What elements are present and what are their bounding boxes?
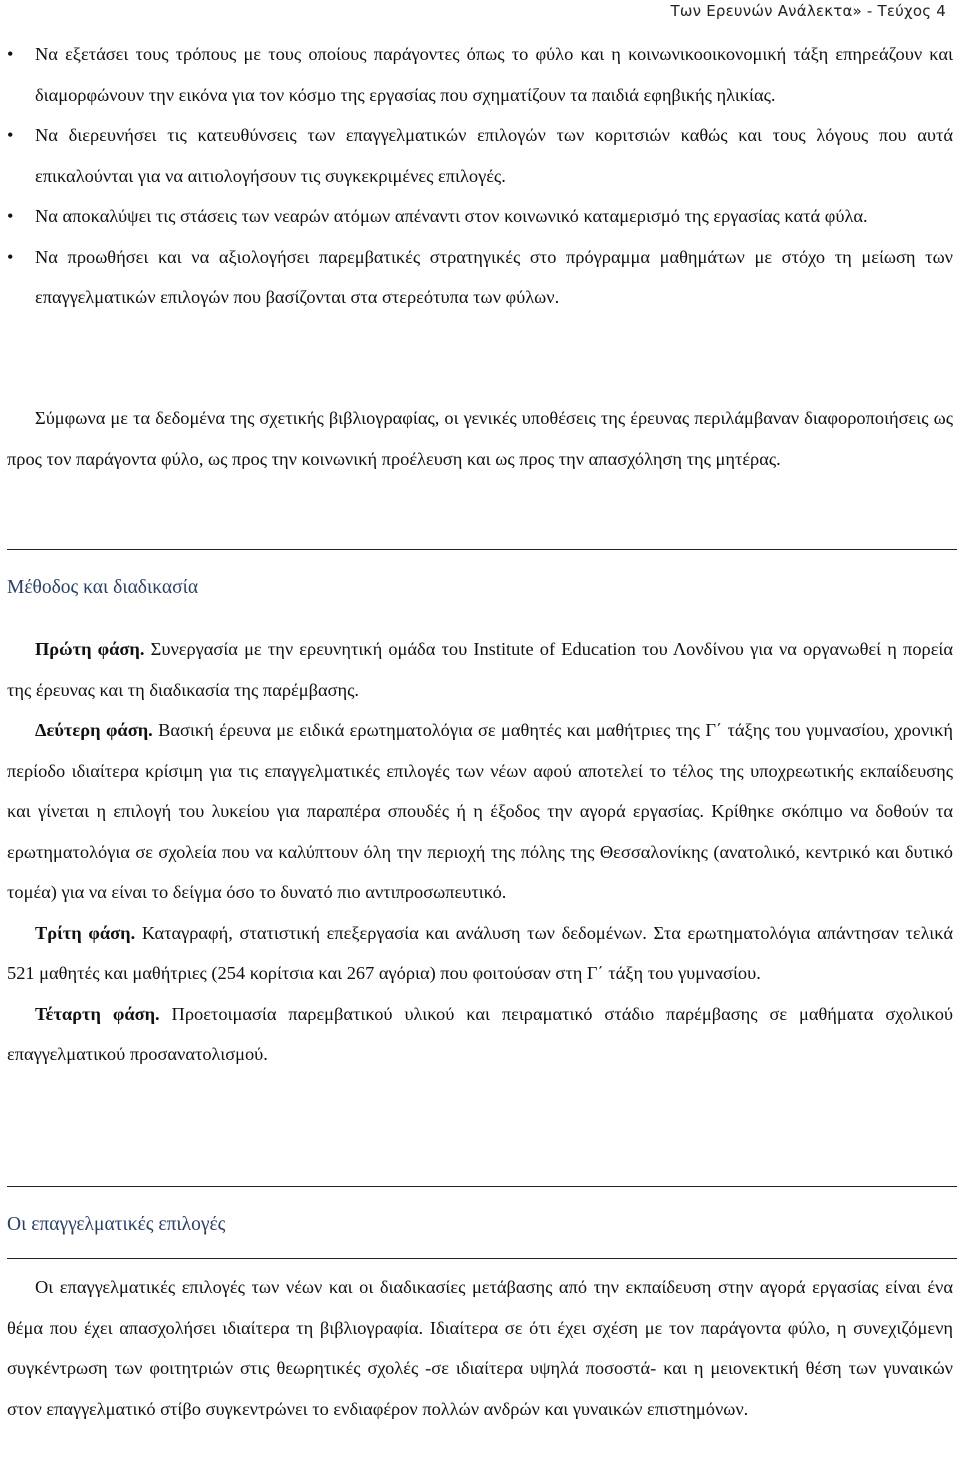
phase-paragraph (7, 913, 953, 994)
phase-paragraph (7, 629, 953, 710)
bullet-icon: • (7, 206, 14, 226)
phase-title: Τρίτη φάση. (35, 922, 136, 943)
hypotheses-text: Σύμφωνα με τα δεδομένα της σχετικής βιβλιογραφίας, οι γενικές υποθέσεις της έρευνας περιλάμβαναν διαφοροποιήσεις ως προς τον παράγοντα φύλο, ως προς την κοινωνική προέλευση και ως προς την απασχόληση της μητέρας. (7, 408, 953, 469)
career-text: Οι επαγγελματικές επιλογές των νέων και οι διαδικασίες μετάβασης από την εκπαίδευση στην αγορά εργασίας είναι ένα θέμα που έχει απασχολήσει ιδιαίτερα τη βιβλιογραφία. Ιδιαίτερα σε ότι έχει σχέση με τον παράγοντα φύλο, η συνεχιζόμενη συγκέντρωση των φοιτητριών στις θεωρητικές σχολές -σε ιδιαίτερα υψηλά ποσοστά- και η μειονεκτική θέση των γυναικών στον επαγγελματικό στίβο συγκεντρώνει το ενδιαφέρον πολλών ανδρών και γυναικών επιστημόνων. (7, 1277, 953, 1419)
phase-text: Προετοιμασία παρεμβατικού υλικού και πειραματικό στάδιο παρέμβασης σε μαθήματα σχολικού επαγγελματικού προσανατολισμού. (7, 1003, 954, 1064)
section-divider (7, 1186, 957, 1187)
hypotheses-paragraph (7, 398, 953, 479)
method-phases (7, 629, 953, 1075)
phase-text: Καταγραφή, στατιστική επεξεργασία και ανάλυση των δεδομένων. Στα ερωτηματολόγια απάντησαν τελικά 521 μαθητές και μαθήτριες (254 κορίτσια και 267 αγόρια) που φοιτούσαν στη Γ΄ τάξη του γυμνασίου. (7, 922, 953, 983)
phase-title: Πρώτη φάση. (35, 639, 145, 659)
section-heading-career: Οι επαγγελματικές επιλογές (7, 1214, 226, 1235)
list-item-text: Να εξετάσει τους τρόπους με τους οποίους παράγοντες όπως το φύλο και η κοινωνικοοικονομική τάξη επηρεάζουν και διαμορφώνουν την εικόνα για τον κόσμο της εργασίας που σχηματίζουν τα παιδιά εφηβικής ηλικίας. (35, 44, 953, 105)
bullet-icon: • (7, 246, 14, 267)
phase-paragraph (7, 994, 953, 1075)
phase-text: Συνεργασία με την ερευνητική ομάδα του Institute of Education του Λονδίνου για να οργανωθεί η πορεία της έρευνας και τη διαδικασία της παρέμβασης. (7, 639, 953, 700)
phase-text: Βασική έρευνα με ειδικά ερωτηματολόγια σε μαθητές και μαθήτριες της Γ΄ τάξης του γυμνασίου, χρονική περίοδο ιδιαίτερα κρίσιμη για τις επαγγελματικές επιλογές των νέων αφού αποτελεί το τέλος της υποχρεωτικής εκπαίδευσης και γίνεται η επιλογή του λυκείου για παραπέρα σπουδές ή η έξοδος την αγορά εργασίας. Κρίθηκε σκόπιμο να δοθούν τα ερωτηματολόγια σε σχολεία που να καλύπτουν όλη την περιοχή της πόλης της Θεσσαλονίκης (ανατολικό, κεντρικό και δυτικό τομέα) για να είναι το δείγμα όσο το δυνατό πιο αντιπροσωπευτικό. (7, 720, 954, 902)
phase-paragraph (7, 710, 953, 913)
list-item (7, 237, 953, 318)
list-item-text: Να αποκαλύψει τις στάσεις των νεαρών ατόμων απέναντι στον κοινωνικό καταμερισμό της εργασίας κατά φύλα. (35, 206, 868, 226)
phase-title: Τέταρτη φάση. (35, 1003, 160, 1024)
section-heading-method: Μέθοδος και διαδικασία (7, 577, 199, 598)
section-divider (7, 1258, 957, 1259)
bullet-icon: • (7, 44, 14, 64)
objectives-list (7, 34, 953, 318)
list-item (7, 115, 953, 196)
career-paragraph (7, 1267, 953, 1429)
list-item (7, 196, 953, 237)
running-header: Των Ερευνών Ανάλεκτα» - Τεύχος 4 (670, 2, 946, 20)
list-item (7, 34, 953, 115)
list-item-text: Να διερευνήσει τις κατευθύνσεις των επαγγελματικών επιλογών των κοριτσιών καθώς και τους λόγους που αυτά επικαλούνται για να αιτιολογήσουν τις συγκεκριμένες επιλογές. (35, 125, 953, 186)
bullet-icon: • (7, 125, 14, 145)
section-divider (7, 549, 957, 550)
phase-title: Δεύτερη φάση. (35, 720, 153, 740)
list-item-text: Να προωθήσει και να αξιολογήσει παρεμβατικές στρατηγικές στο πρόγραμμα μαθημάτων με στόχο τη μείωση των επαγγελματικών επιλογών που βασίζονται στα στερεότυπα των φύλων. (35, 246, 953, 307)
